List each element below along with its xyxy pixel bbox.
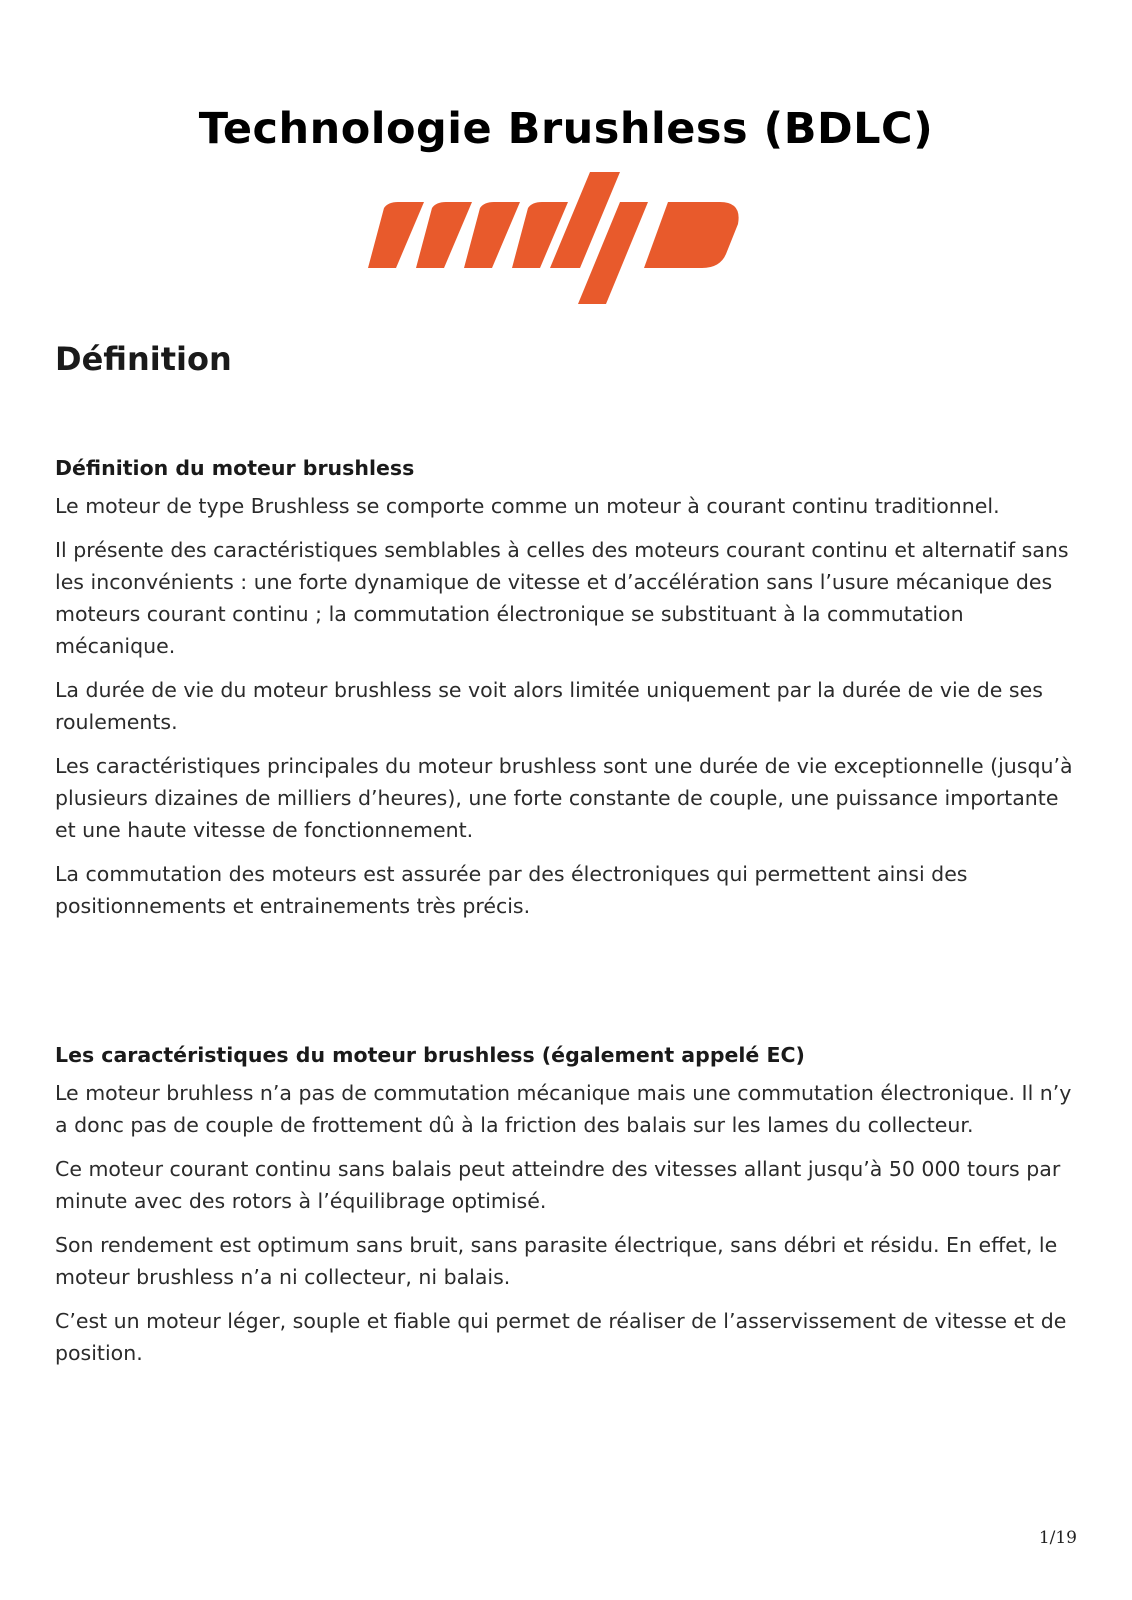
mdp-logo: [368, 172, 758, 304]
document-title: Technologie Brushless (BDLC): [198, 104, 934, 154]
paragraph: Le moteur de type Brushless se comporte comme un moteur à courant continu traditionnel.: [55, 494, 1000, 518]
paragraph: Il présente des caractéristiques semblables à celles des moteurs courant continu et alternatif sans les inconvénients : une forte dynamique de vitesse et d’accélération sans l’usure mécanique des moteurs courant continu ; la commutation électronique se substituant à la commutation mécanique.: [55, 538, 1069, 658]
logo-stroke: [644, 202, 739, 268]
paragraph: Le moteur bruhless n’a pas de commutation mécanique mais une commutation électronique. Il n’y a donc pas de couple de frottement dû à la friction des balais sur les lames du collecteur.: [55, 1081, 1072, 1137]
logo-stroke: [464, 202, 520, 268]
paragraph: Ce moteur courant continu sans balais peut atteindre des vitesses allant jusqu’à 50 000 tours par minute avec des rotors à l’équilibrage optimisé.: [55, 1157, 1061, 1213]
subheading: Définition du moteur brushless: [55, 456, 415, 480]
section-definition-moteur: [55, 453, 1085, 934]
paragraph: La commutation des moteurs est assurée par des électroniques qui permettent ainsi des positionnements et entrainements très précis.: [55, 862, 968, 918]
paragraph: Son rendement est optimum sans bruit, sans parasite électrique, sans débri et résidu. En effet, le moteur brushless n’a ni collecteur, ni balais.: [55, 1233, 1058, 1289]
paragraph: C’est un moteur léger, souple et fiable qui permet de réaliser de l’asservissement de vitesse et de position.: [55, 1309, 1067, 1365]
logo-stroke: [416, 202, 472, 268]
paragraph: Les caractéristiques principales du moteur brushless sont une durée de vie exceptionnelle (jusqu’à plusieurs dizaines de milliers d’heures), une forte constante de couple, une puissance importante et une haute vitesse de fonctionnement.: [55, 754, 1073, 842]
subheading: Les caractéristiques du moteur brushless (également appelé EC): [55, 1043, 805, 1067]
section-heading: Définition: [55, 340, 232, 378]
paragraph: La durée de vie du moteur brushless se voit alors limitée uniquement par la durée de vie de ses roulements.: [55, 678, 1043, 734]
logo-stroke: [368, 202, 424, 268]
section-caracteristiques: [55, 1040, 1085, 1381]
page-number: 1/19: [1038, 1528, 1077, 1548]
